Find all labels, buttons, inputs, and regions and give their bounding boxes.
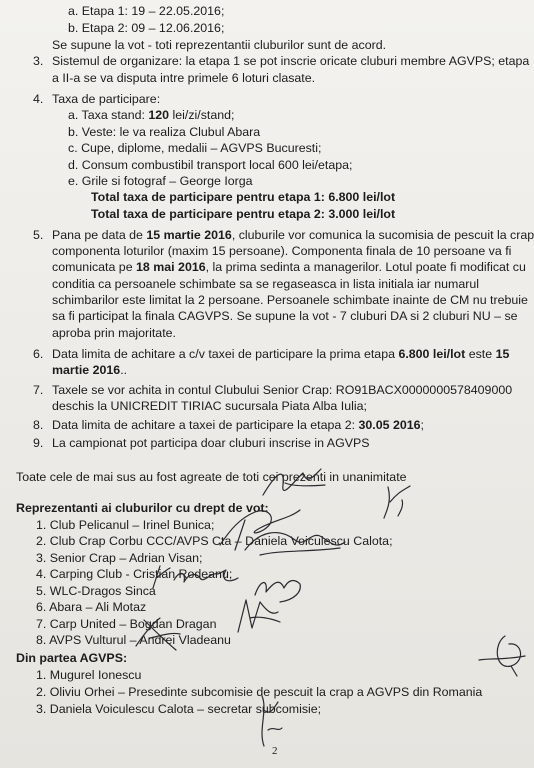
item-5-line-6: sa fi participat la finala CAGVPS. Se supune la vot - 7 cluburi DA si 2 cluburi NU – se xyxy=(52,309,518,323)
item-7-line-1: Taxele se vor achita in contul Clubului Senior Crap: RO91BACX0000000578409000 xyxy=(52,383,513,397)
etapa-2-line: b. Etapa 2: 09 – 12.06.2016; xyxy=(68,21,225,35)
signature-ionescu xyxy=(130,610,185,655)
item-5-line-3: comunicata pe 18 mai 2016, la prima sedinta a managerilor. Lotul poate fi modificat cu xyxy=(52,260,526,274)
item-5-number: 5. xyxy=(33,228,44,242)
item-3-number: 3. xyxy=(33,54,44,68)
signature-calota xyxy=(378,482,418,522)
signature-calota-secretary xyxy=(248,690,288,750)
item-5-line-5: schimbarilor este limitat la 2 persoane. Persoanele schimbate inainte de CM nu trebuie xyxy=(52,293,528,307)
agvps-member-2: 2. Oliviu Orhei – Presedinte subcomisie de pescuit la crap a AGVPS din Romania xyxy=(36,685,483,699)
representative-7: 7. Carp United – Bogdan Dragan xyxy=(36,617,217,631)
signature-motaz xyxy=(148,560,243,595)
fee-grids-line: e. Grile si fotograf – George Iorga xyxy=(68,174,253,188)
item-6-number: 6. xyxy=(33,347,44,361)
signature-vladeanu xyxy=(230,592,285,642)
signature-rodeanu xyxy=(240,520,350,565)
fee-vests-line: b. Veste: le va realiza Clubul Abara xyxy=(68,125,261,139)
representative-1: 1. Club Pelicanul – Irinel Bunica; xyxy=(36,518,215,532)
item-8-number: 8. xyxy=(33,418,44,432)
representative-6: 6. Abara – Ali Motaz xyxy=(36,600,147,614)
representative-5: 5. WLC-Dragos Sinca xyxy=(36,584,156,598)
item-5-line-7: aproba prin majoritate. xyxy=(52,326,176,340)
agvps-member-1: 1. Mugurel Ionescu xyxy=(36,668,142,682)
representative-4: 4. Carping Club - Cristian Rodeanu; xyxy=(36,567,233,581)
vote-line: Se supune la vot - toti reprezentantii cluburilor sunt de acord. xyxy=(52,38,387,52)
item-9-line: La campionat pot participa doar cluburi inscrise in AGVPS xyxy=(52,436,370,450)
item-7-number: 7. xyxy=(33,383,44,397)
item-6-line-1: Data limita de achitare a c/v taxei de participare la prima etapa 6.800 lei/lot este 15 xyxy=(52,347,510,361)
unanimity-statement: Toate cele de mai sus au fost agreate de toti cei prezenti in unanimitate xyxy=(16,470,407,484)
item-7-line-2: deschis la UNICREDIT TIRIAC sucursala Piata Alba Iulia; xyxy=(52,399,367,413)
signature-orhei xyxy=(475,630,533,680)
item-4-title: Taxa de participare: xyxy=(52,92,161,106)
representative-3: 3. Senior Crap – Adrian Visan; xyxy=(36,551,203,565)
item-5-line-4: conditia ca persoanele schimbate sa se regaseasca in lista initiala iar numarul xyxy=(52,277,480,291)
item-3-line-2: a II-a se va disputa intre primele 6 loturi clasate. xyxy=(52,71,316,85)
representative-2: 2. Club Crap Corbu CCC/AVPS Cta – Daniela Voiculescu Calota; xyxy=(36,534,393,548)
club-representatives-title: Reprezentanti ai cluburilor cu drept de vot: xyxy=(16,501,269,515)
item-9-number: 9. xyxy=(33,436,44,450)
fee-cups-line: c. Cupe, diplome, medalii – AGVPS Bucuresti; xyxy=(68,141,322,155)
fee-fuel-line: d. Consum combustibil transport local 600 lei/etapa; xyxy=(68,158,353,172)
total-fee-stage-2: Total taxa de participare pentru etapa 2: 3.000 lei/lot xyxy=(91,207,396,221)
item-4-number: 4. xyxy=(33,92,44,106)
fee-stand-line: a. Taxa stand: 120 lei/zi/stand; xyxy=(68,108,235,122)
item-5-line-2: componenta loturilor (maxim 15 persoane). Componenta finala de 10 persoane va fi xyxy=(52,244,512,258)
agvps-member-3: 3. Daniela Voiculescu Calota – secretar subcomisie; xyxy=(36,702,322,716)
item-8-line: Data limita de achitare a taxei de participare la etapa 2: 30.05 2016; xyxy=(52,418,424,432)
total-fee-stage-1: Total taxa de participare pentru etapa 1: 6.800 lei/lot xyxy=(91,190,396,204)
page-number: 2 xyxy=(272,745,278,757)
item-3-line-1: Sistemul de organizare: la etapa 1 se pot inscrie oricate cluburi membre AGVPS; etapa xyxy=(52,54,530,68)
etapa-1-line: a. Etapa 1: 19 – 22.05.2016; xyxy=(68,4,225,18)
agvps-section-title: Din partea AGVPS: xyxy=(16,651,128,665)
item-6-line-2: martie 2016.. xyxy=(52,363,128,377)
item-5-line-1: Pana pe data de 15 martie 2016, cluburile vor comunica la sucomisia de pescuit la crap xyxy=(52,228,534,242)
representative-8: 8. AVPS Vulturul – Andrei Vladeanu xyxy=(36,633,231,647)
